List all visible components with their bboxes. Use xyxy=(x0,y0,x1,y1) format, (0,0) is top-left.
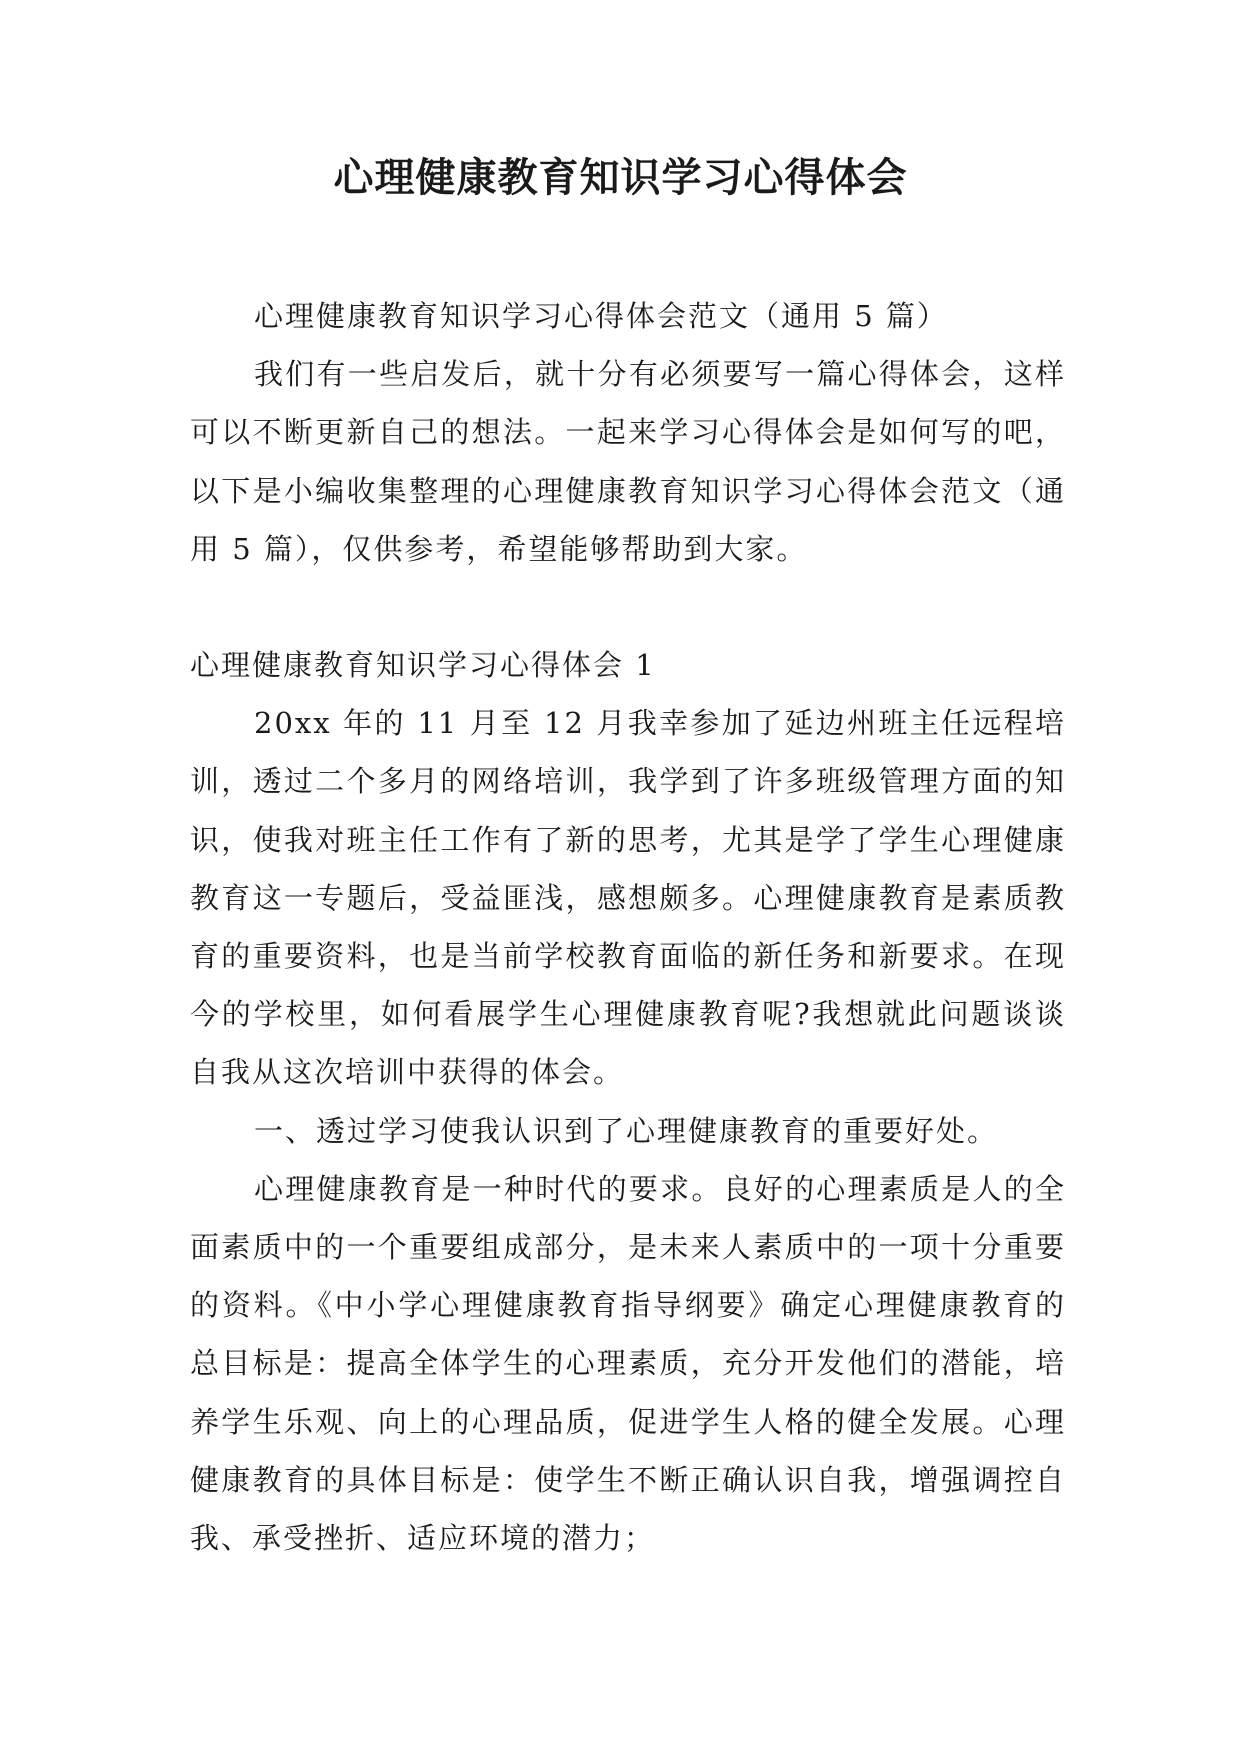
document-title: 心理健康教育知识学习心得体会 xyxy=(333,155,908,201)
document-body xyxy=(190,287,1066,1567)
body-paragraph: 一、透过学习使我认识到了心理健康教育的重要好处。 xyxy=(254,1113,999,1148)
intro-paragraph: 我们有一些启发后，就十分有必须要写一篇心得体会，这样可以不断更新自己的想法。一起来学习心得体会是如何写的吧，以下是小编收集整理的心理健康教育知识学习心得体会范文（通用 5 篇），仅供参考，希望能够帮助到大家。 xyxy=(190,357,1066,566)
section-heading: 心理健康教育知识学习心得体会 1 xyxy=(190,648,656,683)
body-paragraph: 心理健康教育是一种时代的要求。良好的心理素质是人的全面素质中的一个重要组成部分，是未来人素质中的一项十分重要的资料。《中小学心理健康教育指导纲要》确定心理健康教育的总目标是：提高全体学生的心理素质，充分开发他们的潜能，培养学生乐观、向上的心理品质，促进学生人格的健全发展。心理健康教育的具体目标是：使学生不断正确认识自我，增强调控自我、承受挫折、适应环境的潜力； xyxy=(190,1171,1066,1556)
paragraph-spacer xyxy=(190,578,1066,636)
document-subtitle: 心理健康教育知识学习心得体会范文（通用 5 篇） xyxy=(254,299,948,333)
body-paragraph: 20xx 年的 11 月至 12 月我幸参加了延边州班主任远程培训，透过二个多月的网络培训，我学到了许多班级管理方面的知识，使我对班主任工作有了新的思考，尤其是学了学生心理健康教育这一专题后，受益匪浅，感想颇多。心理健康教育是素质教育的重要资料，也是当前学校教育面临的新任务和新要求。在现今的学校里，如何看展学生心理健康教育呢?我想就此问题谈谈自我从这次培训中获得的体会。 xyxy=(190,706,1066,1090)
